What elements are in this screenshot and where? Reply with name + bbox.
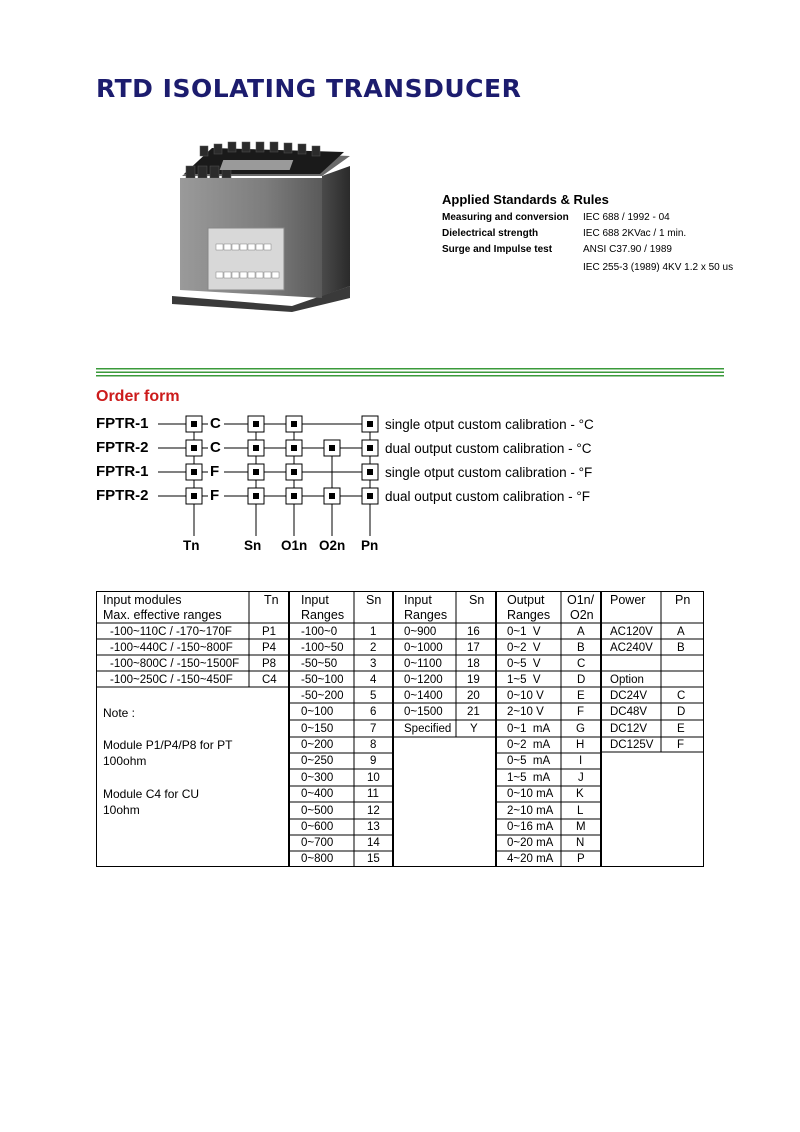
standard-value: IEC 688 / 1992 - 04 xyxy=(583,212,670,223)
output-range: 0~2 V xyxy=(507,642,541,654)
output-range: 0~5 mA xyxy=(507,755,551,767)
note-text: 10ohm xyxy=(103,803,140,817)
header-pn: Pn xyxy=(675,593,691,607)
standard-value: IEC 688 2KVac / 1 min. xyxy=(583,228,687,239)
transducer-photo xyxy=(172,136,350,312)
module-range: -100~250C / -150~450F xyxy=(110,674,233,686)
input-code: 7 xyxy=(370,723,377,735)
code-label-sn: Sn xyxy=(244,538,262,553)
order-description: single otput custom calibration - °F xyxy=(385,465,593,480)
input-code: 12 xyxy=(367,805,380,817)
input-range: 0~1400 xyxy=(404,690,443,702)
power-code: E xyxy=(677,723,685,735)
input-range: -50~200 xyxy=(301,690,344,702)
output-range: 0~10 mA xyxy=(507,788,554,800)
code-label-tn: Tn xyxy=(183,538,200,553)
input-code: 8 xyxy=(370,739,377,751)
module-range: -100~110C / -170~170F xyxy=(110,626,232,638)
header-sn: Sn xyxy=(469,593,485,607)
output-range: 0~20 mA xyxy=(507,837,554,849)
code-label-pn: Pn xyxy=(361,538,379,553)
output-range: 4~20 mA xyxy=(507,853,554,865)
power-code: D xyxy=(677,706,686,718)
header-input-modules: Input modules xyxy=(103,593,182,607)
input-code: 9 xyxy=(370,755,377,767)
output-code: C xyxy=(577,658,586,670)
input-range: -100~50 xyxy=(301,642,344,654)
output-range: 0~2 mA xyxy=(507,739,551,751)
output-code: A xyxy=(577,626,585,638)
input-range: 0~250 xyxy=(301,755,334,767)
input-range: Specified xyxy=(404,723,452,735)
power-value: DC24V xyxy=(610,690,648,702)
output-range: 0~5 V xyxy=(507,658,541,670)
unit-letter: F xyxy=(210,487,220,504)
power-value: AC240V xyxy=(610,642,653,654)
order-description: dual output custom calibration - °F xyxy=(385,489,590,504)
input-range: 0~700 xyxy=(301,837,334,849)
header-sn: Sn xyxy=(366,593,382,607)
input-code: 14 xyxy=(367,837,380,849)
note-label: Note : xyxy=(103,706,136,720)
input-code: 17 xyxy=(467,642,480,654)
standard-value: ANSI C37.90 / 1989 xyxy=(583,244,672,255)
power-code: B xyxy=(677,642,685,654)
input-range: 0~800 xyxy=(301,853,334,865)
header-o2n: O2n xyxy=(570,608,594,622)
unit-letter: C xyxy=(210,439,221,456)
output-range: 0~1 V xyxy=(507,626,541,638)
input-code: 1 xyxy=(370,626,377,638)
input-code: 18 xyxy=(467,658,480,670)
power-value: DC125V xyxy=(610,739,654,751)
output-code: B xyxy=(577,642,585,654)
input-code: 19 xyxy=(467,674,480,686)
output-code: L xyxy=(577,805,584,817)
model-code: FPTR-1 xyxy=(96,463,149,480)
input-code: 20 xyxy=(467,690,480,702)
output-code: M xyxy=(576,821,586,833)
code-label-o1n: O1n xyxy=(281,538,308,553)
power-option: Option xyxy=(610,674,644,686)
module-range: -100~440C / -150~800F xyxy=(110,642,233,654)
input-range: 0~200 xyxy=(301,739,334,751)
input-range: 0~1200 xyxy=(404,674,443,686)
output-range: 0~16 mA xyxy=(507,821,554,833)
code-label-o2n: O2n xyxy=(319,538,346,553)
header-input: Input xyxy=(301,593,329,607)
specification-table xyxy=(96,591,704,867)
header-ranges: Ranges xyxy=(404,608,448,622)
output-code: K xyxy=(576,788,584,800)
output-range: 2~10 V xyxy=(507,706,544,718)
header-ranges: Ranges xyxy=(507,608,551,622)
input-range: 0~1000 xyxy=(404,642,443,654)
note-text: 100ohm xyxy=(103,754,147,768)
input-code: 16 xyxy=(467,626,480,638)
input-code: 2 xyxy=(370,642,377,654)
output-code: N xyxy=(576,837,585,849)
input-range: 0~100 xyxy=(301,706,334,718)
input-code: Y xyxy=(470,723,478,735)
standard-label: Measuring and conversion xyxy=(442,212,569,223)
output-range: 1~5 mA xyxy=(507,772,551,784)
input-range: 0~1500 xyxy=(404,706,443,718)
module-code: P4 xyxy=(262,642,277,654)
output-range: 0~10 V xyxy=(507,690,544,702)
power-code: C xyxy=(677,690,686,702)
power-value: DC12V xyxy=(610,723,648,735)
order-description: single otput custom calibration - °C xyxy=(385,417,594,432)
output-code: D xyxy=(577,674,586,686)
input-range: 0~400 xyxy=(301,788,334,800)
input-code: 5 xyxy=(370,690,377,702)
header-o1n: O1n/ xyxy=(567,593,595,607)
input-code: 4 xyxy=(370,674,377,686)
output-code: H xyxy=(576,739,585,751)
input-code: 21 xyxy=(467,706,480,718)
module-code: C4 xyxy=(262,674,277,686)
standards-heading: Applied Standards & Rules xyxy=(442,192,609,207)
power-code: A xyxy=(677,626,685,638)
input-code: 13 xyxy=(367,821,380,833)
output-code: E xyxy=(577,690,585,702)
input-code: 3 xyxy=(370,658,377,670)
output-code: I xyxy=(579,755,583,767)
input-code: 15 xyxy=(367,853,380,865)
input-code: 10 xyxy=(367,772,380,784)
standard-label: Dielectrical strength xyxy=(442,228,539,239)
note-text: Module C4 for CU xyxy=(103,787,200,801)
order-description: dual output custom calibration - °C xyxy=(385,441,592,456)
page-title: RTD ISOLATING TRANSDUCER xyxy=(96,74,522,103)
power-value: DC48V xyxy=(610,706,648,718)
model-code: FPTR-2 xyxy=(96,439,149,456)
output-code: F xyxy=(577,706,585,718)
output-code: J xyxy=(578,772,584,784)
input-range: 0~600 xyxy=(301,821,334,833)
input-range: 0~1100 xyxy=(404,658,442,670)
output-code: P xyxy=(577,853,585,865)
input-code: 11 xyxy=(367,788,379,800)
header-max-ranges: Max. effective ranges xyxy=(103,608,222,622)
header-ranges: Ranges xyxy=(301,608,345,622)
header-input: Input xyxy=(404,593,432,607)
output-code: G xyxy=(576,723,585,735)
model-code: FPTR-2 xyxy=(96,487,149,504)
input-range: 0~300 xyxy=(301,772,334,784)
header-output: Output xyxy=(507,593,545,607)
model-code: FPTR-1 xyxy=(96,415,149,432)
order-form-heading: Order form xyxy=(96,388,180,405)
module-range: -100~800C / -150~1500F xyxy=(110,658,240,670)
input-range: 0~500 xyxy=(301,805,334,817)
input-range: -100~0 xyxy=(301,626,338,638)
unit-letter: F xyxy=(210,463,220,480)
power-value: AC120V xyxy=(610,626,653,638)
standard-value: IEC 255-3 (1989) 4KV 1.2 x 50 us xyxy=(583,262,734,273)
header-tn: Tn xyxy=(264,593,279,607)
standard-label: Surge and Impulse test xyxy=(442,244,553,255)
input-range: 0~150 xyxy=(301,723,334,735)
output-range: 0~1 mA xyxy=(507,723,551,735)
output-range: 1~5 V xyxy=(507,674,541,686)
power-code: F xyxy=(677,739,685,751)
output-range: 2~10 mA xyxy=(507,805,554,817)
input-range: 0~900 xyxy=(404,626,437,638)
input-range: -50~100 xyxy=(301,674,344,686)
module-code: P1 xyxy=(262,626,277,638)
note-text: Module P1/P4/P8 for PT xyxy=(103,738,233,752)
input-range: -50~50 xyxy=(301,658,338,670)
module-code: P8 xyxy=(262,658,277,670)
section-divider xyxy=(96,368,724,378)
unit-letter: C xyxy=(210,415,221,432)
header-power: Power xyxy=(610,593,646,607)
input-code: 6 xyxy=(370,706,377,718)
